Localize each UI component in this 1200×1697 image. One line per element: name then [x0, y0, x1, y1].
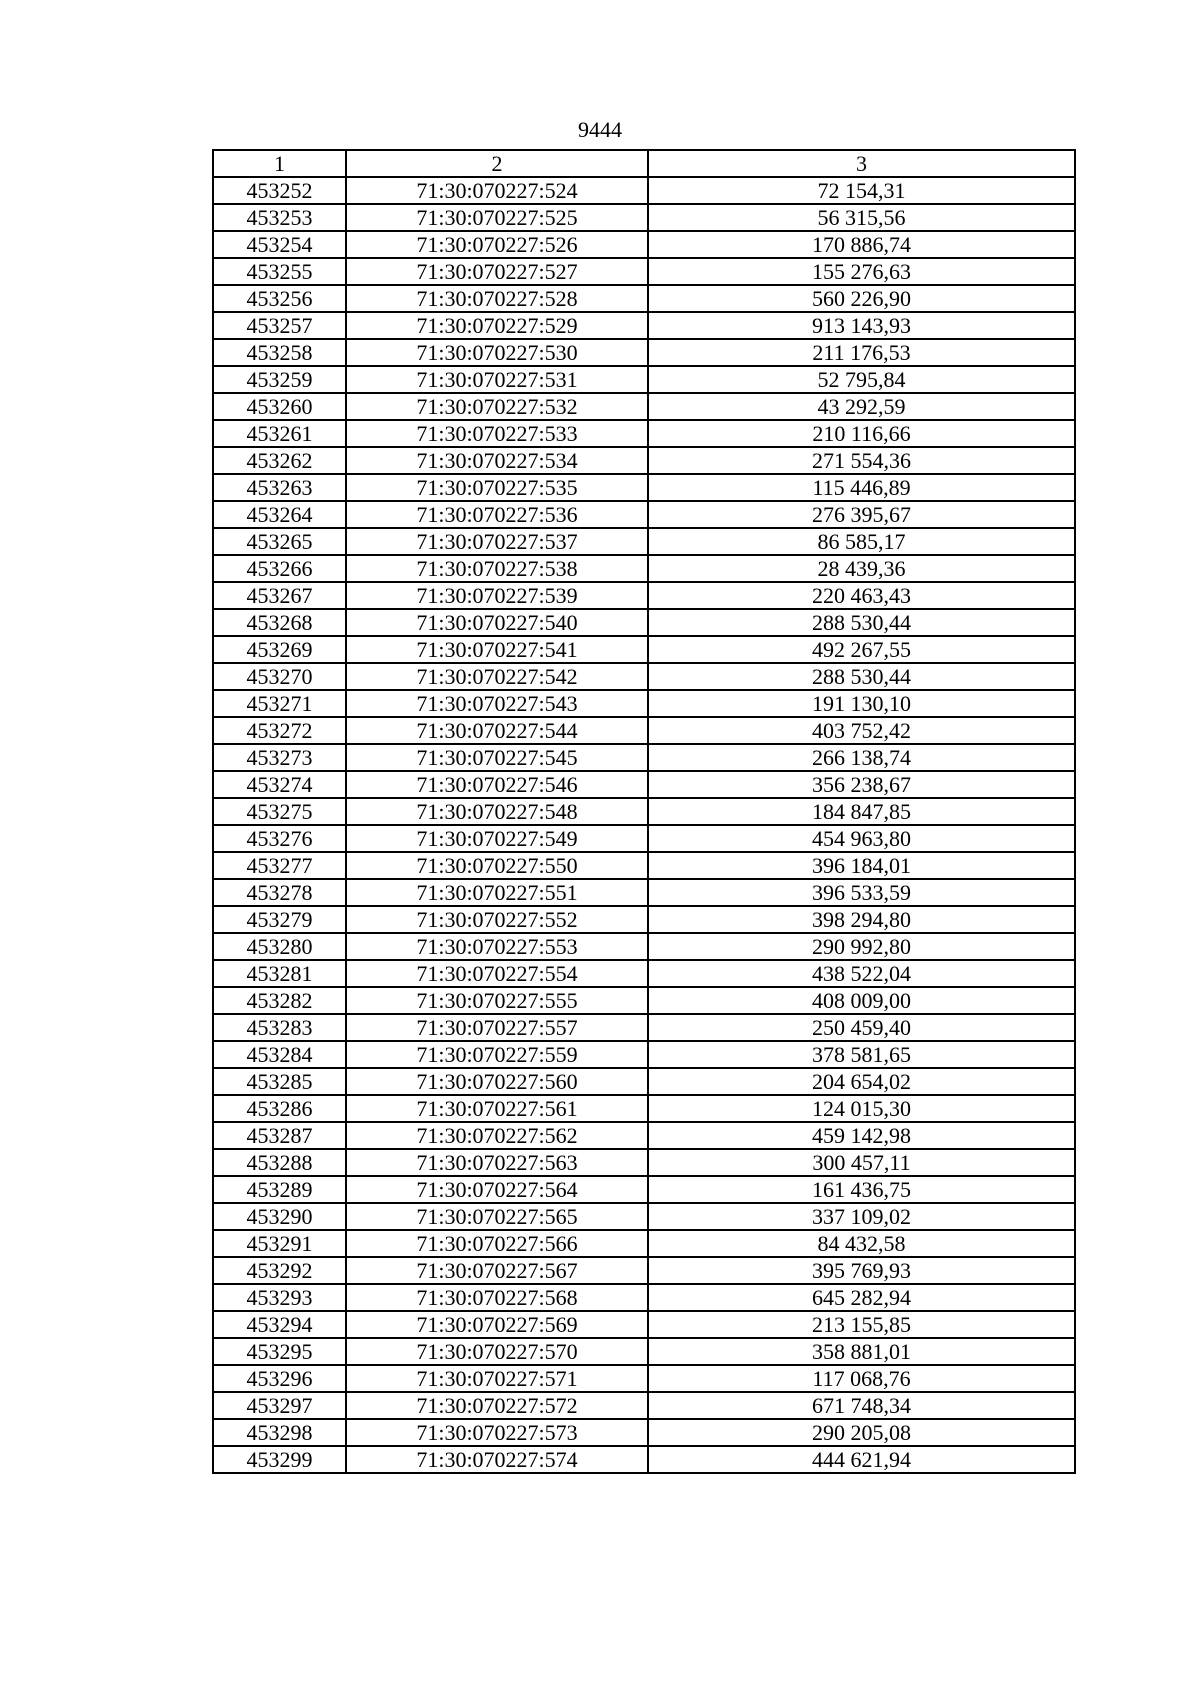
value-cell: 403 752,42: [648, 717, 1075, 744]
table-row: [213, 339, 1075, 366]
row-number-cell: 453289: [213, 1176, 346, 1203]
cadastral-number-cell: 71:30:070227:532: [346, 393, 648, 420]
table-row: [213, 1149, 1075, 1176]
cadastral-number-cell: 71:30:070227:555: [346, 987, 648, 1014]
row-number-cell: 453295: [213, 1338, 346, 1365]
cadastral-number-cell: 71:30:070227:526: [346, 231, 648, 258]
row-number-cell: 453297: [213, 1392, 346, 1419]
value-cell: 300 457,11: [648, 1149, 1075, 1176]
cadastral-number-cell: 71:30:070227:534: [346, 447, 648, 474]
column-header-2: 2: [346, 150, 648, 177]
value-cell: 117 068,76: [648, 1365, 1075, 1392]
value-cell: 398 294,80: [648, 906, 1075, 933]
value-cell: 290 992,80: [648, 933, 1075, 960]
cadastral-number-cell: 71:30:070227:560: [346, 1068, 648, 1095]
cadastral-number-cell: 71:30:070227:570: [346, 1338, 648, 1365]
value-cell: 72 154,31: [648, 177, 1075, 204]
header-row: [213, 150, 1075, 177]
table-body: [213, 177, 1075, 1473]
row-number-cell: 453288: [213, 1149, 346, 1176]
table-row: [213, 609, 1075, 636]
row-number-cell: 453276: [213, 825, 346, 852]
row-number-cell: 453286: [213, 1095, 346, 1122]
table-row: [213, 1095, 1075, 1122]
table-row: [213, 231, 1075, 258]
table-row: [213, 744, 1075, 771]
row-number-cell: 453255: [213, 258, 346, 285]
table-row: [213, 312, 1075, 339]
value-cell: 84 432,58: [648, 1230, 1075, 1257]
cadastral-number-cell: 71:30:070227:566: [346, 1230, 648, 1257]
value-cell: 56 315,56: [648, 204, 1075, 231]
row-number-cell: 453281: [213, 960, 346, 987]
value-cell: 220 463,43: [648, 582, 1075, 609]
value-cell: 184 847,85: [648, 798, 1075, 825]
table-row: [213, 1419, 1075, 1446]
value-cell: 337 109,02: [648, 1203, 1075, 1230]
cadastral-number-cell: 71:30:070227:553: [346, 933, 648, 960]
table-row: [213, 555, 1075, 582]
column-header-1: 1: [213, 150, 346, 177]
value-cell: 459 142,98: [648, 1122, 1075, 1149]
value-cell: 161 436,75: [648, 1176, 1075, 1203]
cadastral-number-cell: 71:30:070227:540: [346, 609, 648, 636]
cadastral-number-cell: 71:30:070227:544: [346, 717, 648, 744]
cadastral-number-cell: 71:30:070227:548: [346, 798, 648, 825]
table-row: [213, 879, 1075, 906]
row-number-cell: 453260: [213, 393, 346, 420]
row-number-cell: 453299: [213, 1446, 346, 1473]
table-row: [213, 906, 1075, 933]
cadastral-number-cell: 71:30:070227:564: [346, 1176, 648, 1203]
cadastral-number-cell: 71:30:070227:545: [346, 744, 648, 771]
table-row: [213, 717, 1075, 744]
table-row: [213, 528, 1075, 555]
value-cell: 560 226,90: [648, 285, 1075, 312]
row-number-cell: 453274: [213, 771, 346, 798]
cadastral-number-cell: 71:30:070227:569: [346, 1311, 648, 1338]
row-number-cell: 453272: [213, 717, 346, 744]
table-row: [213, 501, 1075, 528]
table-row: [213, 582, 1075, 609]
value-cell: 155 276,63: [648, 258, 1075, 285]
table-row: [213, 1446, 1075, 1473]
table-row: [213, 393, 1075, 420]
table-row: [213, 987, 1075, 1014]
table-row: [213, 1014, 1075, 1041]
value-cell: 290 205,08: [648, 1419, 1075, 1446]
column-header-3: 3: [648, 150, 1075, 177]
row-number-cell: 453291: [213, 1230, 346, 1257]
table-row: [213, 960, 1075, 987]
page-number: 9444: [578, 117, 622, 142]
row-number-cell: 453269: [213, 636, 346, 663]
cadastral-number-cell: 71:30:070227:542: [346, 663, 648, 690]
cadastral-number-cell: 71:30:070227:546: [346, 771, 648, 798]
value-cell: 438 522,04: [648, 960, 1075, 987]
value-cell: 396 533,59: [648, 879, 1075, 906]
value-cell: 395 769,93: [648, 1257, 1075, 1284]
value-cell: 358 881,01: [648, 1338, 1075, 1365]
row-number-cell: 453252: [213, 177, 346, 204]
row-number-cell: 453294: [213, 1311, 346, 1338]
cadastral-number-cell: 71:30:070227:574: [346, 1446, 648, 1473]
value-cell: 170 886,74: [648, 231, 1075, 258]
table-row: [213, 420, 1075, 447]
value-cell: 492 267,55: [648, 636, 1075, 663]
row-number-cell: 453282: [213, 987, 346, 1014]
table-row: [213, 825, 1075, 852]
table-header: [213, 150, 1075, 177]
row-number-cell: 453273: [213, 744, 346, 771]
value-cell: 913 143,93: [648, 312, 1075, 339]
cadastral-number-cell: 71:30:070227:538: [346, 555, 648, 582]
row-number-cell: 453267: [213, 582, 346, 609]
value-cell: 276 395,67: [648, 501, 1075, 528]
value-cell: 444 621,94: [648, 1446, 1075, 1473]
value-cell: 115 446,89: [648, 474, 1075, 501]
row-number-cell: 453259: [213, 366, 346, 393]
row-number-cell: 453263: [213, 474, 346, 501]
cadastral-number-cell: 71:30:070227:562: [346, 1122, 648, 1149]
value-cell: 250 459,40: [648, 1014, 1075, 1041]
row-number-cell: 453285: [213, 1068, 346, 1095]
cadastral-number-cell: 71:30:070227:533: [346, 420, 648, 447]
table-row: [213, 1068, 1075, 1095]
cadastral-number-cell: 71:30:070227:554: [346, 960, 648, 987]
data-table: [212, 149, 1076, 1474]
cadastral-number-cell: 71:30:070227:543: [346, 690, 648, 717]
row-number-cell: 453266: [213, 555, 346, 582]
value-cell: 191 130,10: [648, 690, 1075, 717]
value-cell: 86 585,17: [648, 528, 1075, 555]
table-row: [213, 798, 1075, 825]
cadastral-number-cell: 71:30:070227:527: [346, 258, 648, 285]
value-cell: 288 530,44: [648, 663, 1075, 690]
cadastral-number-cell: 71:30:070227:572: [346, 1392, 648, 1419]
value-cell: 266 138,74: [648, 744, 1075, 771]
value-cell: 28 439,36: [648, 555, 1075, 582]
table-row: [213, 1041, 1075, 1068]
row-number-cell: 453254: [213, 231, 346, 258]
cadastral-number-cell: 71:30:070227:539: [346, 582, 648, 609]
row-number-cell: 453256: [213, 285, 346, 312]
cadastral-number-cell: 71:30:070227:528: [346, 285, 648, 312]
value-cell: 378 581,65: [648, 1041, 1075, 1068]
cadastral-number-cell: 71:30:070227:571: [346, 1365, 648, 1392]
cadastral-number-cell: 71:30:070227:549: [346, 825, 648, 852]
row-number-cell: 453265: [213, 528, 346, 555]
value-cell: 288 530,44: [648, 609, 1075, 636]
row-number-cell: 453268: [213, 609, 346, 636]
cadastral-number-cell: 71:30:070227:541: [346, 636, 648, 663]
row-number-cell: 453261: [213, 420, 346, 447]
cadastral-number-cell: 71:30:070227:531: [346, 366, 648, 393]
table-row: [213, 1257, 1075, 1284]
row-number-cell: 453290: [213, 1203, 346, 1230]
table-row: [213, 636, 1075, 663]
cadastral-number-cell: 71:30:070227:573: [346, 1419, 648, 1446]
cadastral-number-cell: 71:30:070227:565: [346, 1203, 648, 1230]
cadastral-number-cell: 71:30:070227:550: [346, 852, 648, 879]
table-row: [213, 690, 1075, 717]
cadastral-number-cell: 71:30:070227:536: [346, 501, 648, 528]
row-number-cell: 453287: [213, 1122, 346, 1149]
row-number-cell: 453262: [213, 447, 346, 474]
cadastral-number-cell: 71:30:070227:567: [346, 1257, 648, 1284]
value-cell: 213 155,85: [648, 1311, 1075, 1338]
row-number-cell: 453271: [213, 690, 346, 717]
table-row: [213, 204, 1075, 231]
row-number-cell: 453264: [213, 501, 346, 528]
cadastral-number-cell: 71:30:070227:551: [346, 879, 648, 906]
table-row: [213, 852, 1075, 879]
cadastral-number-cell: 71:30:070227:525: [346, 204, 648, 231]
table-row: [213, 1311, 1075, 1338]
cadastral-number-cell: 71:30:070227:552: [346, 906, 648, 933]
cadastral-number-cell: 71:30:070227:557: [346, 1014, 648, 1041]
value-cell: 211 176,53: [648, 339, 1075, 366]
value-cell: 124 015,30: [648, 1095, 1075, 1122]
table-row: [213, 1284, 1075, 1311]
cadastral-number-cell: 71:30:070227:535: [346, 474, 648, 501]
row-number-cell: 453258: [213, 339, 346, 366]
table-row: [213, 1122, 1075, 1149]
cadastral-number-cell: 71:30:070227:524: [346, 177, 648, 204]
value-cell: 396 184,01: [648, 852, 1075, 879]
value-cell: 52 795,84: [648, 366, 1075, 393]
table-row: [213, 1203, 1075, 1230]
table-row: [213, 258, 1075, 285]
row-number-cell: 453280: [213, 933, 346, 960]
table-row: [213, 1338, 1075, 1365]
table-row: [213, 771, 1075, 798]
cadastral-number-cell: 71:30:070227:563: [346, 1149, 648, 1176]
table-row: [213, 177, 1075, 204]
row-number-cell: 453293: [213, 1284, 346, 1311]
value-cell: 645 282,94: [648, 1284, 1075, 1311]
cadastral-number-cell: 71:30:070227:568: [346, 1284, 648, 1311]
value-cell: 408 009,00: [648, 987, 1075, 1014]
table-row: [213, 1230, 1075, 1257]
cadastral-number-cell: 71:30:070227:559: [346, 1041, 648, 1068]
table-row: [213, 366, 1075, 393]
cadastral-number-cell: 71:30:070227:537: [346, 528, 648, 555]
row-number-cell: 453284: [213, 1041, 346, 1068]
value-cell: 454 963,80: [648, 825, 1075, 852]
value-cell: 356 238,67: [648, 771, 1075, 798]
table-row: [213, 933, 1075, 960]
value-cell: 204 654,02: [648, 1068, 1075, 1095]
row-number-cell: 453279: [213, 906, 346, 933]
row-number-cell: 453257: [213, 312, 346, 339]
row-number-cell: 453270: [213, 663, 346, 690]
cadastral-number-cell: 71:30:070227:530: [346, 339, 648, 366]
value-cell: 210 116,66: [648, 420, 1075, 447]
value-cell: 271 554,36: [648, 447, 1075, 474]
row-number-cell: 453277: [213, 852, 346, 879]
row-number-cell: 453296: [213, 1365, 346, 1392]
row-number-cell: 453278: [213, 879, 346, 906]
table-row: [213, 285, 1075, 312]
row-number-cell: 453253: [213, 204, 346, 231]
row-number-cell: 453275: [213, 798, 346, 825]
table-row: [213, 1392, 1075, 1419]
cadastral-number-cell: 71:30:070227:529: [346, 312, 648, 339]
table-row: [213, 1176, 1075, 1203]
cadastral-number-cell: 71:30:070227:561: [346, 1095, 648, 1122]
table-row: [213, 1365, 1075, 1392]
row-number-cell: 453292: [213, 1257, 346, 1284]
table-row: [213, 663, 1075, 690]
table-row: [213, 447, 1075, 474]
row-number-cell: 453298: [213, 1419, 346, 1446]
value-cell: 671 748,34: [648, 1392, 1075, 1419]
value-cell: 43 292,59: [648, 393, 1075, 420]
row-number-cell: 453283: [213, 1014, 346, 1041]
table-row: [213, 474, 1075, 501]
